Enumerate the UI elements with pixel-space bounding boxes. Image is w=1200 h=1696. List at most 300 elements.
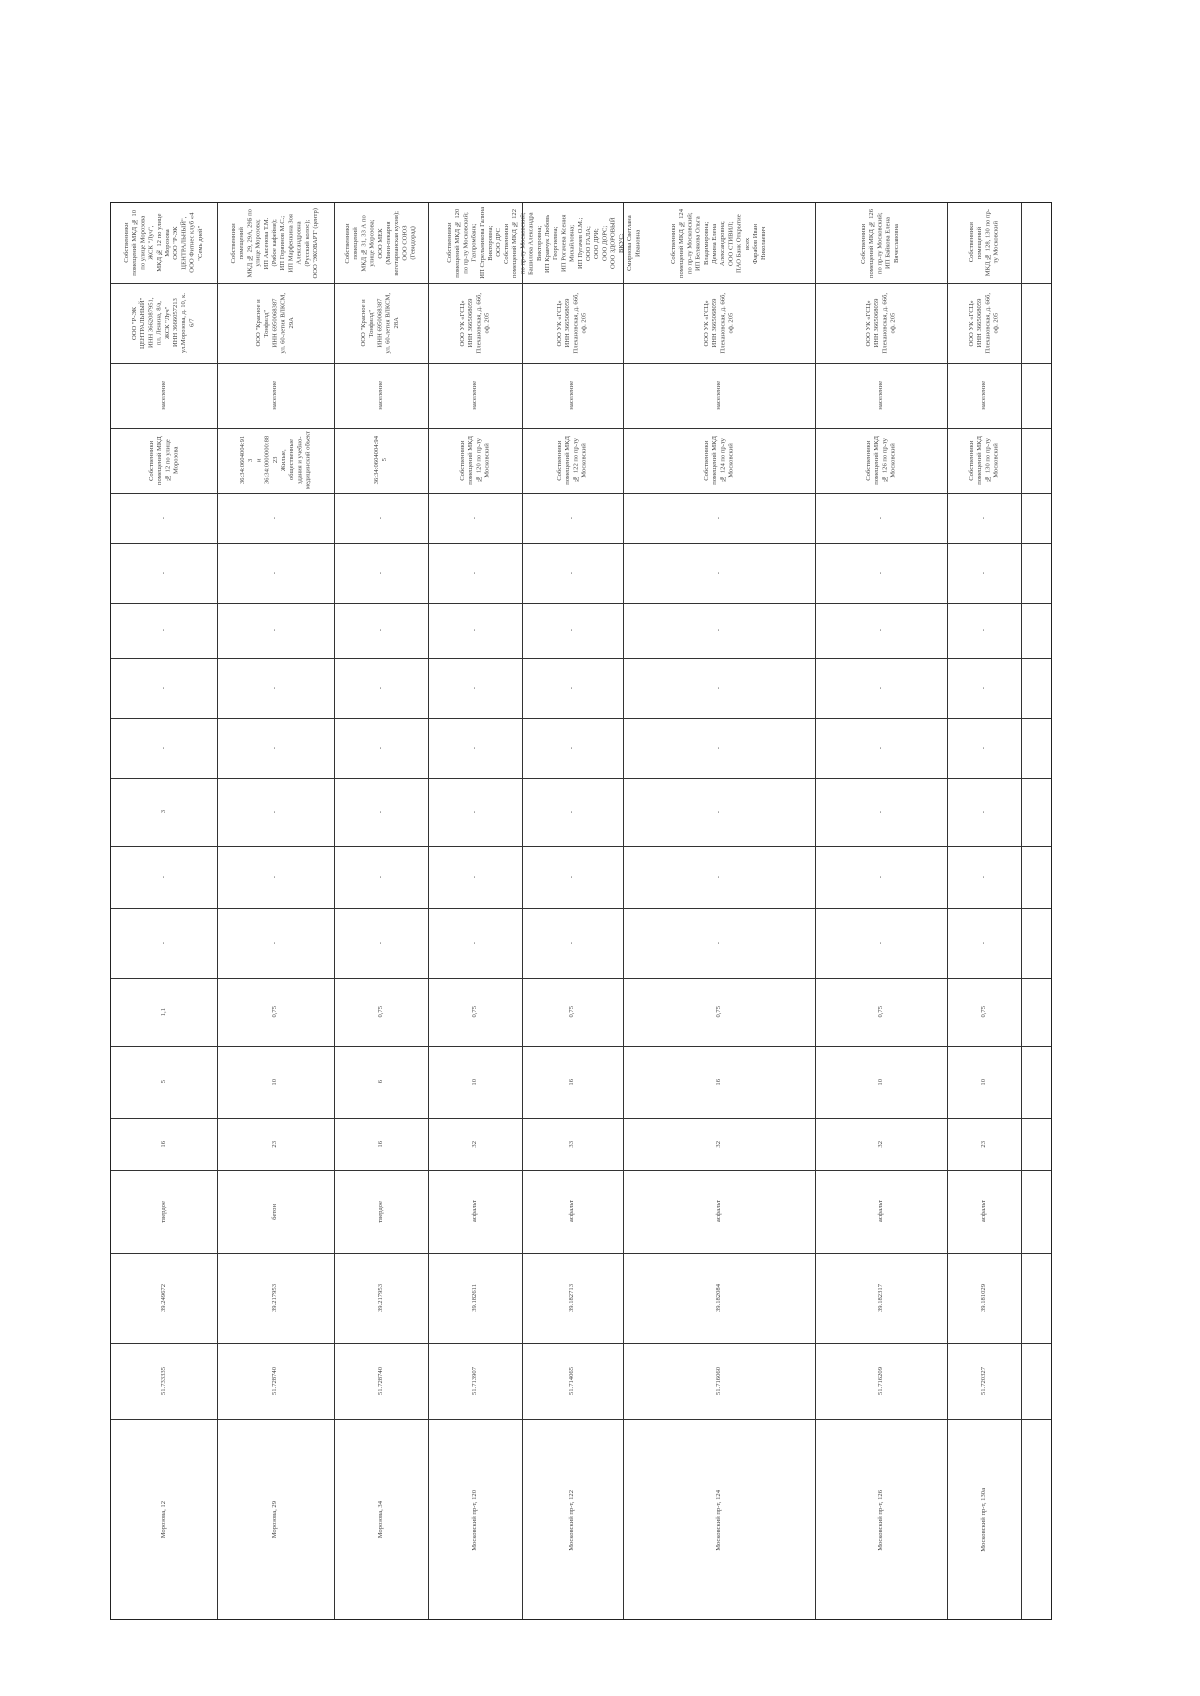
grid-line-horizontal <box>111 543 1051 544</box>
cell-text: 51.728740 <box>376 1366 384 1396</box>
table-cell <box>430 1345 520 1417</box>
table-cell <box>219 365 332 426</box>
table-cell <box>113 495 215 541</box>
table-cell <box>430 1255 520 1341</box>
table-cell <box>524 495 621 541</box>
cell-text: - <box>376 810 384 814</box>
table-cell <box>625 1120 813 1168</box>
cell-text: Собственники помещений МКД № 122 по пр-ту Московский <box>556 436 588 485</box>
table-cell <box>336 365 426 426</box>
cell-text: - <box>470 629 478 632</box>
cell-text: - <box>876 629 884 632</box>
cell-text: Собственники помещений МКД № 12 по улице Морозова <box>147 436 180 485</box>
cell-text: - <box>159 686 167 690</box>
table-cell <box>949 780 1019 844</box>
table-cell <box>817 980 945 1044</box>
table-cell <box>219 1345 332 1417</box>
cell-text: население <box>159 381 167 410</box>
grid-line-horizontal <box>111 428 1051 429</box>
table-cell <box>219 1421 332 1619</box>
cell-text: - <box>376 516 384 520</box>
cell-text: - <box>714 686 722 690</box>
cell-text: ООО УК «ГСЦ» ИНН 3665068059 Плехановская, д. 66б, оф. 205 <box>702 292 735 354</box>
cell-text: - <box>714 746 722 750</box>
grid-line-horizontal <box>111 493 1051 494</box>
cell-text: Собственники помещений МКД № 31, 33 А по улице Морозова; ООО МЕК (Мини-пекарня вегетарианская кухня); ООО СОЮЗ (Гевидорад) <box>344 210 417 276</box>
table-cell <box>524 848 621 906</box>
table-cell <box>949 660 1019 716</box>
table-cell <box>817 285 945 361</box>
table-cell <box>625 1048 813 1116</box>
table-cell <box>113 430 215 491</box>
grid-line-vertical <box>815 203 816 1619</box>
grid-line-vertical <box>428 203 429 1619</box>
cell-text: 32 <box>876 1140 884 1148</box>
table-cell <box>949 430 1019 491</box>
table-cell <box>113 1172 215 1251</box>
table-cell <box>949 605 1019 656</box>
table-cell <box>817 910 945 976</box>
table-cell <box>113 980 215 1044</box>
grid-line-horizontal <box>111 658 1051 659</box>
table-cell <box>430 910 520 976</box>
table-cell <box>336 660 426 716</box>
cell-text: асфальт <box>470 1200 478 1223</box>
cell-text: 51.714065 <box>568 1366 576 1396</box>
table-cell <box>524 720 621 776</box>
table-cell <box>949 365 1019 426</box>
table-cell <box>625 980 813 1044</box>
table-cell <box>817 545 945 601</box>
cell-text: Собственники помещений МКД № 124 по пр-ту Московский <box>702 436 735 485</box>
table-cell <box>524 780 621 844</box>
table-cell <box>336 720 426 776</box>
table-cell <box>336 1048 426 1116</box>
table-cell <box>430 848 520 906</box>
table-cell <box>219 1172 332 1251</box>
table-cell <box>625 285 813 361</box>
grid-line-vertical <box>334 203 335 1619</box>
table-cell <box>817 365 945 426</box>
table-cell <box>336 205 426 281</box>
cell-text: - <box>568 516 576 520</box>
table-cell <box>524 605 621 656</box>
table-cell <box>949 1048 1019 1116</box>
cell-text: 39.249672 <box>159 1283 167 1313</box>
table-cell <box>336 495 426 541</box>
table-cell <box>336 1421 426 1619</box>
cell-text: - <box>979 810 987 814</box>
cell-text: ООО УК «ГСЦ» ИНН 3665068059 Плехановская, д. 66б, оф. 205 <box>967 292 1000 354</box>
table-cell <box>817 605 945 656</box>
cell-text: - <box>979 571 987 575</box>
cell-text: ООО "Р-ЭК ЦЕНТРАЛЬНЫЙ" ИНН 3662087951, пл. Ленина, 8/а, ЖСК "Луч" ИНН 3666057213 ул.Морозова, д. 10, к. 6/7 <box>131 292 196 354</box>
table-cell <box>219 205 332 281</box>
table-cell <box>625 1172 813 1251</box>
cell-text: 23 <box>979 1140 987 1148</box>
cell-text: 39.182084 <box>714 1283 722 1313</box>
cell-text: - <box>470 875 478 879</box>
grid-line-vertical <box>1021 203 1022 1619</box>
table-cell <box>524 545 621 601</box>
cell-text: Собственники помещений МКД № 120 по пр-ту Московский; Газпромбанк; ИП Стрельникова Галина Викторовна; ООО ДРС <box>446 207 503 279</box>
table-cell <box>219 780 332 844</box>
table-cell <box>625 430 813 491</box>
table-cell <box>817 848 945 906</box>
grid-line-vertical <box>522 203 523 1619</box>
cell-text: - <box>714 875 722 879</box>
cell-text: 39.181029 <box>979 1283 987 1313</box>
cell-text: 51.716060 <box>714 1366 722 1396</box>
table-cell <box>430 1048 520 1116</box>
cell-text: Московский пр-т, 122 <box>568 1489 576 1551</box>
cell-text: ООО УК «ГСЦ» ИНН 3665068059 Плехановская, д. 66б, оф. 205 <box>864 292 897 354</box>
cell-text: 51.733335 <box>159 1366 167 1396</box>
cell-text: - <box>979 746 987 750</box>
cell-text: 36:34:0604004:94 5 <box>372 436 388 485</box>
table-cell <box>113 1345 215 1417</box>
table-cell <box>430 720 520 776</box>
cell-text: - <box>271 875 279 879</box>
table-cell <box>524 980 621 1044</box>
table-cell <box>817 1255 945 1341</box>
table-cell <box>524 285 621 361</box>
grid-line-horizontal <box>111 978 1051 979</box>
table-cell <box>524 430 621 491</box>
table-cell <box>113 660 215 716</box>
cell-text: твердое <box>159 1200 167 1223</box>
table-cell <box>219 430 332 491</box>
table-cell <box>817 495 945 541</box>
table-cell <box>524 910 621 976</box>
grid-line-horizontal <box>111 283 1051 284</box>
table-cell <box>113 848 215 906</box>
cell-text: асфальт <box>876 1200 884 1223</box>
table-cell <box>219 848 332 906</box>
grid-line-horizontal <box>111 1253 1051 1254</box>
cell-text: - <box>714 571 722 575</box>
cell-text: - <box>979 686 987 690</box>
table-cell <box>625 495 813 541</box>
table-cell <box>336 605 426 656</box>
cell-text: Московский пр-т, 120 <box>470 1489 478 1551</box>
cell-text: - <box>271 571 279 575</box>
cell-text: ООО "Красное и Тонфилд" ИНН 6950068387 ул. 60-летия ВЛКСМ, 28А <box>360 292 401 354</box>
grid-line-vertical <box>623 203 624 1619</box>
table-cell <box>219 545 332 601</box>
table-cell <box>949 495 1019 541</box>
table-cell <box>817 430 945 491</box>
cell-text: 39.217953 <box>376 1283 384 1313</box>
cell-text: 1,1 <box>159 1007 167 1017</box>
cell-text: 32 <box>470 1140 478 1148</box>
cell-text: Собственники помещений МКД № 10 по улице Морозова ЖСК "Луч", МКД № 12 по улице Морозова ООО "Р-ЭК ЦЕНТРАЛЬНЫЙ", ООО Фитнес клуб «4 "Семь дней" <box>122 210 204 276</box>
table-cell <box>524 1120 621 1168</box>
cell-text: - <box>876 686 884 690</box>
table-cell <box>336 1345 426 1417</box>
cell-text: 0,75 <box>271 1006 279 1018</box>
table-cell <box>949 910 1019 976</box>
table-cell <box>219 495 332 541</box>
cell-text: - <box>159 941 167 945</box>
table-cell <box>817 780 945 844</box>
cell-text: 51.713907 <box>470 1366 478 1396</box>
cell-text: - <box>271 941 279 945</box>
cell-text: 51.720327 <box>979 1366 987 1396</box>
table-cell <box>336 430 426 491</box>
table-cell <box>113 1421 215 1619</box>
table-cell <box>430 660 520 716</box>
cell-text: ООО УК «ГСЦ» ИНН 3665068059 Плехановская, д. 66б, оф. 205 <box>458 292 491 354</box>
table-cell <box>430 430 520 491</box>
cell-text: бетон <box>271 1203 279 1220</box>
cell-text: Собственники помещений МКД № 128, 130 по пр- ту Московский <box>967 209 1000 277</box>
table-cell <box>113 720 215 776</box>
table-cell <box>113 1120 215 1168</box>
cell-text: 5 <box>159 1080 167 1084</box>
table-cell <box>949 1172 1019 1251</box>
table-cell <box>524 1421 621 1619</box>
table-cell <box>524 1048 621 1116</box>
table-cell <box>949 205 1019 281</box>
cell-text: - <box>979 941 987 945</box>
cell-text: - <box>271 629 279 632</box>
cell-text: ООО УК «ГСЦ» ИНН 3665068059 Плехановская, д. 66б, оф. 205 <box>556 292 588 354</box>
grid-line-horizontal <box>111 363 1051 364</box>
cell-text: - <box>714 516 722 520</box>
cell-text: 39.182611 <box>470 1284 478 1312</box>
table-cell <box>625 1255 813 1341</box>
table-cell <box>817 1421 945 1619</box>
cell-text: - <box>376 941 384 945</box>
table-cell <box>817 1345 945 1417</box>
cell-text: - <box>159 571 167 575</box>
cell-text: население <box>376 381 384 410</box>
table-cell <box>113 365 215 426</box>
cell-text: - <box>470 516 478 520</box>
cell-text: - <box>979 629 987 632</box>
grid-line-horizontal <box>111 718 1051 719</box>
cell-text: Собственники помещений МКД № 130 по пр-ту Московский <box>967 436 1000 485</box>
cell-text: Собственники помещений МКД № 122 по пр-ту Московский; Башилова Александра Викторовна; ИП Кравчук Любовь Георгиевна; ИП Рогачева Ксения Михайловна; ИП Пугачев О.М.; ООО ГАЛА; ООО ДРИ; ООО ДОРС; ООО ЗДОРОВЫЙ ВКУС; Смирнова Светлана Ивановна <box>502 208 642 278</box>
table-cell <box>625 365 813 426</box>
table-cell <box>113 605 215 656</box>
cell-text: население <box>271 381 279 410</box>
table-cell <box>430 605 520 656</box>
cell-text: - <box>568 686 576 690</box>
cell-text: 39.182317 <box>876 1283 884 1313</box>
table-cell <box>336 545 426 601</box>
cell-text: - <box>376 571 384 575</box>
table-cell <box>625 1345 813 1417</box>
cell-text: 16 <box>714 1078 722 1086</box>
cell-text: 16 <box>568 1078 576 1086</box>
cell-text: - <box>470 686 478 690</box>
table-cell <box>949 1345 1019 1417</box>
table-cell <box>502 205 642 281</box>
cell-text: 23 <box>271 1140 279 1148</box>
table-cell <box>625 205 813 281</box>
table-cell <box>219 1255 332 1341</box>
cell-text: - <box>568 875 576 879</box>
table-cell <box>625 848 813 906</box>
grid-line-horizontal <box>111 908 1051 909</box>
cell-text: 3 <box>159 810 167 814</box>
cell-text: 0,75 <box>376 1006 384 1018</box>
table-cell <box>219 605 332 656</box>
cell-text: - <box>876 516 884 520</box>
cell-text: асфальт <box>714 1200 722 1223</box>
table-cell <box>430 545 520 601</box>
table-cell <box>336 1172 426 1251</box>
table-cell <box>625 605 813 656</box>
cell-text: 16 <box>159 1140 167 1148</box>
cell-text: - <box>376 875 384 879</box>
cell-text: - <box>470 746 478 750</box>
cell-text: - <box>568 571 576 575</box>
cell-text: - <box>979 516 987 520</box>
table-cell <box>430 780 520 844</box>
cell-text: - <box>159 629 167 632</box>
cell-text: - <box>876 810 884 814</box>
table-cell <box>113 1048 215 1116</box>
cell-text: - <box>271 746 279 750</box>
grid-line-horizontal <box>111 1046 1051 1047</box>
cell-text: - <box>876 746 884 750</box>
cell-text: - <box>376 746 384 750</box>
table-cell <box>430 1421 520 1619</box>
cell-text: - <box>876 875 884 879</box>
table-cell <box>524 365 621 426</box>
table-cell <box>524 660 621 716</box>
cell-text: - <box>271 810 279 814</box>
cell-text: ООО "Красное и Тонфилд" ИНН 6950068387 ул. 60-летия ВЛКСМ, 29А <box>254 292 295 354</box>
cell-text: 10 <box>271 1078 279 1086</box>
table-cell <box>113 780 215 844</box>
cell-text: - <box>714 810 722 814</box>
table-cell <box>625 1421 813 1619</box>
table-cell <box>113 205 215 281</box>
cell-text: 39.182713 <box>568 1283 576 1313</box>
cell-text: - <box>271 686 279 690</box>
table-cell <box>949 1255 1019 1341</box>
table-cell <box>524 1255 621 1341</box>
cell-text: Собственники помещений МКД № 124 по пр-ту Московский; ИП Белякова Ольга Владимировна; Демина Елена Александровна; ООО СТИВИЛ; ПАО Банк Открытие всех Фарабов Иван Николаевич <box>669 208 768 278</box>
table-cell <box>949 980 1019 1044</box>
table-cell <box>113 910 215 976</box>
cell-text: население <box>714 381 722 410</box>
table-cell <box>430 1172 520 1251</box>
table-cell <box>219 1120 332 1168</box>
table-cell <box>113 1255 215 1341</box>
cell-text: - <box>568 629 576 632</box>
cell-text: 36:34:0604004:91 3 и 36:34:0000000:88 23 Жилые, общественные здания и учебно- медицинский объект <box>238 431 312 490</box>
table-cell <box>336 285 426 361</box>
table-cell <box>336 848 426 906</box>
cell-text: Московский пр-т, 130а <box>979 1488 987 1552</box>
table-cell <box>430 365 520 426</box>
table-cell <box>949 720 1019 776</box>
cell-text: - <box>470 810 478 814</box>
cell-text: население <box>470 381 478 410</box>
cell-text: 51.728740 <box>271 1366 279 1396</box>
table-cell <box>219 1048 332 1116</box>
cell-text: Собственники помещений МКД № 126 по пр-ту Московский <box>864 436 897 485</box>
table-cell <box>625 780 813 844</box>
grid-line-horizontal <box>111 846 1051 847</box>
cell-text: 10 <box>470 1078 478 1086</box>
table-cell <box>336 980 426 1044</box>
cell-text: 10 <box>979 1078 987 1086</box>
grid-line-vertical <box>217 203 218 1619</box>
table-cell <box>817 1172 945 1251</box>
cell-text: Собственники помещений МКД № 126 по пр-ту Московский; ИП Байкова Елена Вячеславовна <box>860 208 901 278</box>
table-cell <box>949 1421 1019 1619</box>
table-cell <box>625 660 813 716</box>
cell-text: 6 <box>376 1080 384 1084</box>
cell-text: Московский пр-т, 124 <box>714 1489 722 1551</box>
table-cell <box>625 545 813 601</box>
table-cell <box>817 1120 945 1168</box>
cell-text: - <box>159 746 167 750</box>
table-cell <box>113 285 215 361</box>
cell-text: - <box>568 810 576 814</box>
cell-text: асфальт <box>568 1200 576 1223</box>
cell-text: 10 <box>876 1078 884 1086</box>
cell-text: - <box>876 941 884 945</box>
table-cell <box>949 545 1019 601</box>
cell-text: - <box>376 686 384 690</box>
cell-text: Московский пр-т, 126 <box>876 1489 884 1551</box>
cell-text: - <box>271 516 279 520</box>
table-cell <box>219 910 332 976</box>
cell-text: - <box>876 571 884 575</box>
table-cell <box>430 1120 520 1168</box>
cell-text: асфальт <box>979 1200 987 1223</box>
cell-text: население <box>876 381 884 410</box>
table-cell <box>949 285 1019 361</box>
cell-text: население <box>568 381 576 410</box>
table-cell <box>524 1345 621 1417</box>
cell-text: - <box>470 571 478 575</box>
cell-text: - <box>979 875 987 879</box>
cell-text: - <box>376 629 384 632</box>
table-cell <box>430 285 520 361</box>
table-cell <box>949 1120 1019 1168</box>
grid-line-horizontal <box>111 603 1051 604</box>
table-cell <box>817 205 945 281</box>
cell-text: Морозова, 12 <box>159 1501 167 1539</box>
table-cell <box>430 495 520 541</box>
cell-text: Собственники помещений МКД № 29, 29А, 29Б по улице Морозова; ИП Аксенова Т.М. (Рябое кафейня); ИП Горяинов М.С.; ИП Марфенкина Зоя Александровна (Русский колос); ООО 'ЭКОВАРТ' (центр) <box>230 207 320 279</box>
grid-line-horizontal <box>111 1343 1051 1344</box>
cell-text: 0,75 <box>876 1006 884 1018</box>
table-cell <box>336 780 426 844</box>
cell-text: население <box>979 381 987 410</box>
table-cell <box>430 980 520 1044</box>
table-cell <box>625 720 813 776</box>
table-cell <box>817 720 945 776</box>
cell-text: 39.217953 <box>271 1283 279 1313</box>
cell-text: - <box>714 629 722 632</box>
cell-text: - <box>470 941 478 945</box>
table-cell <box>113 545 215 601</box>
cell-text: Собственники помещений МКД № 120 по пр-ту Московский <box>458 436 491 485</box>
cell-text: 0,75 <box>979 1006 987 1018</box>
cell-text: 0,75 <box>470 1006 478 1018</box>
cell-text: - <box>568 746 576 750</box>
cell-text: Морозова, 29 <box>271 1501 279 1539</box>
